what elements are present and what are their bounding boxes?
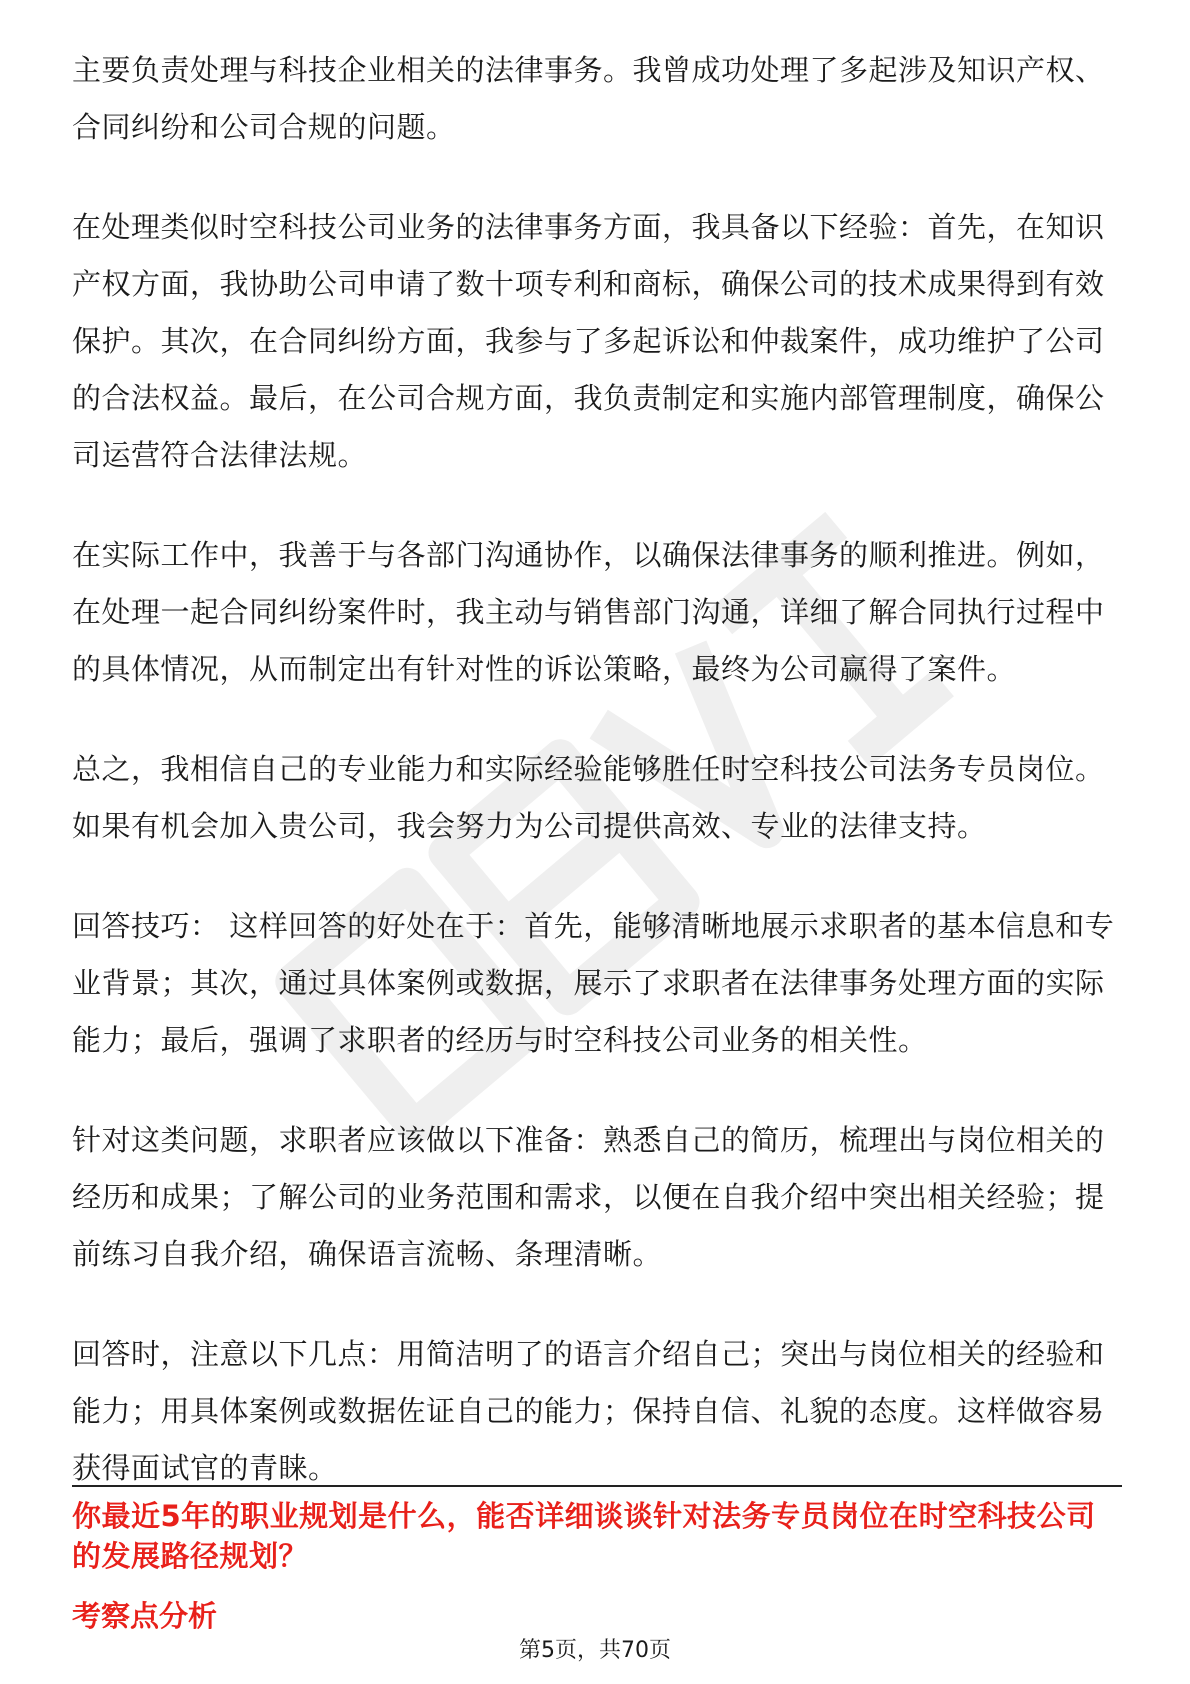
paragraph-5-answer-tips: 回答技巧： 这样回答的好处在于：首先，能够清晰地展示求职者的基本信息和专业背景；其次，通过具体案例或数据，展示了求职者在法律事务处理方面的实际能力；最后，强调了求职者的经历与时空科技公司业务的相关性。 xyxy=(72,909,1115,1057)
paragraph-4: 总之，我相信自己的专业能力和实际经验能够胜任时空科技公司法务专员岗位。如果有机会加入贵公司，我会努力为公司提供高效、专业的法律支持。 xyxy=(72,752,1105,843)
paragraph-2: 在处理类似时空科技公司业务的法律事务方面，我具备以下经验：首先，在知识产权方面，我协助公司申请了数十项专利和商标，确保公司的技术成果得到有效保护。其次，在合同纠纷方面，我参与了多起诉讼和仲裁案件，成功维护了公司的合法权益。最后，在公司合规方面，我负责制定和实施内部管理制度，确保公司运营符合法律法规。 xyxy=(72,210,1105,472)
paragraph-7: 回答时，注意以下几点：用简洁明了的语言介绍自己；突出与岗位相关的经验和能力；用具体案例或数据佐证自己的能力；保持自信、礼貌的态度。这样做容易获得面试官的青睐。 xyxy=(72,1337,1105,1485)
question-heading: 你最近5年的职业规划是什么，能否详细谈谈针对法务专员岗位在时空科技公司的发展路径规划？ xyxy=(72,1499,1096,1573)
section-divider xyxy=(72,1485,1122,1487)
document-body xyxy=(72,42,1122,1540)
page-number: 第5页，共70页 xyxy=(519,1638,671,1663)
paragraph-3: 在实际工作中，我善于与各部门沟通协作，以确保法律事务的顺利推进。例如，在处理一起合同纠纷案件时，我主动与销售部门沟通，详细了解合同执行过程中的具体情况，从而制定出有针对性的诉讼策略，最终为公司赢得了案件。 xyxy=(72,538,1105,686)
paragraph-6: 针对这类问题，求职者应该做以下准备：熟悉自己的简历，梳理出与岗位相关的经历和成果；了解公司的业务范围和需求，以便在自我介绍中突出相关经验；提前练习自我介绍，确保语言流畅、条理清晰。 xyxy=(72,1123,1105,1271)
analysis-heading: 考察点分析 xyxy=(72,1599,218,1633)
paragraph-1: 主要负责处理与科技企业相关的法律事务。我曾成功处理了多起涉及知识产权、合同纠纷和公司合规的问题。 xyxy=(72,53,1105,144)
